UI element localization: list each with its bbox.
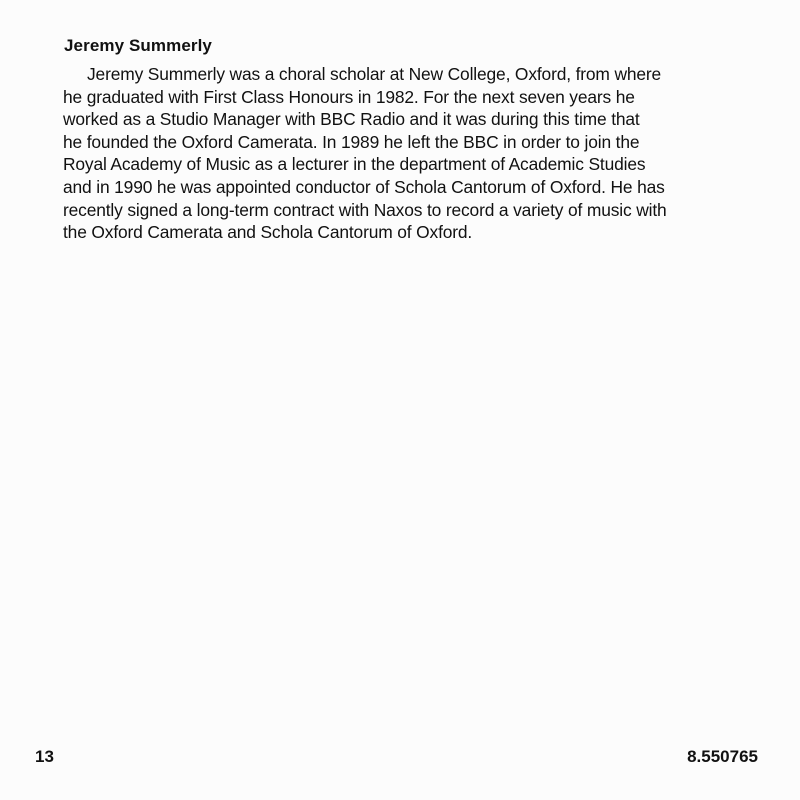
paragraph-line: recently signed a long-term contract with Naxos to record a variety of music with — [63, 199, 667, 220]
paragraph-line: Royal Academy of Music as a lecturer in the department of Academic Studies — [63, 154, 646, 175]
bio-heading: Jeremy Summerly — [64, 36, 212, 55]
paragraph-line: and in 1990 he was appointed conductor of Schola Cantorum of Oxford. He has — [63, 176, 665, 197]
bio-paragraph — [63, 63, 763, 244]
catalogue-number: 8.550765 — [687, 747, 758, 766]
paragraph-line: Jeremy Summerly was a choral scholar at New College, Oxford, from where — [87, 64, 662, 84]
paragraph-line: the Oxford Camerata and Schola Cantorum of Oxford. — [63, 222, 473, 243]
paragraph-line: he founded the Oxford Camerata. In 1989 he left the BBC in order to join the — [63, 131, 640, 152]
page-number: 13 — [35, 747, 54, 766]
paragraph-line: he graduated with First Class Honours in 1982. For the next seven years he — [63, 86, 635, 107]
paragraph-line: worked as a Studio Manager with BBC Radio and it was during this time that — [63, 109, 640, 130]
